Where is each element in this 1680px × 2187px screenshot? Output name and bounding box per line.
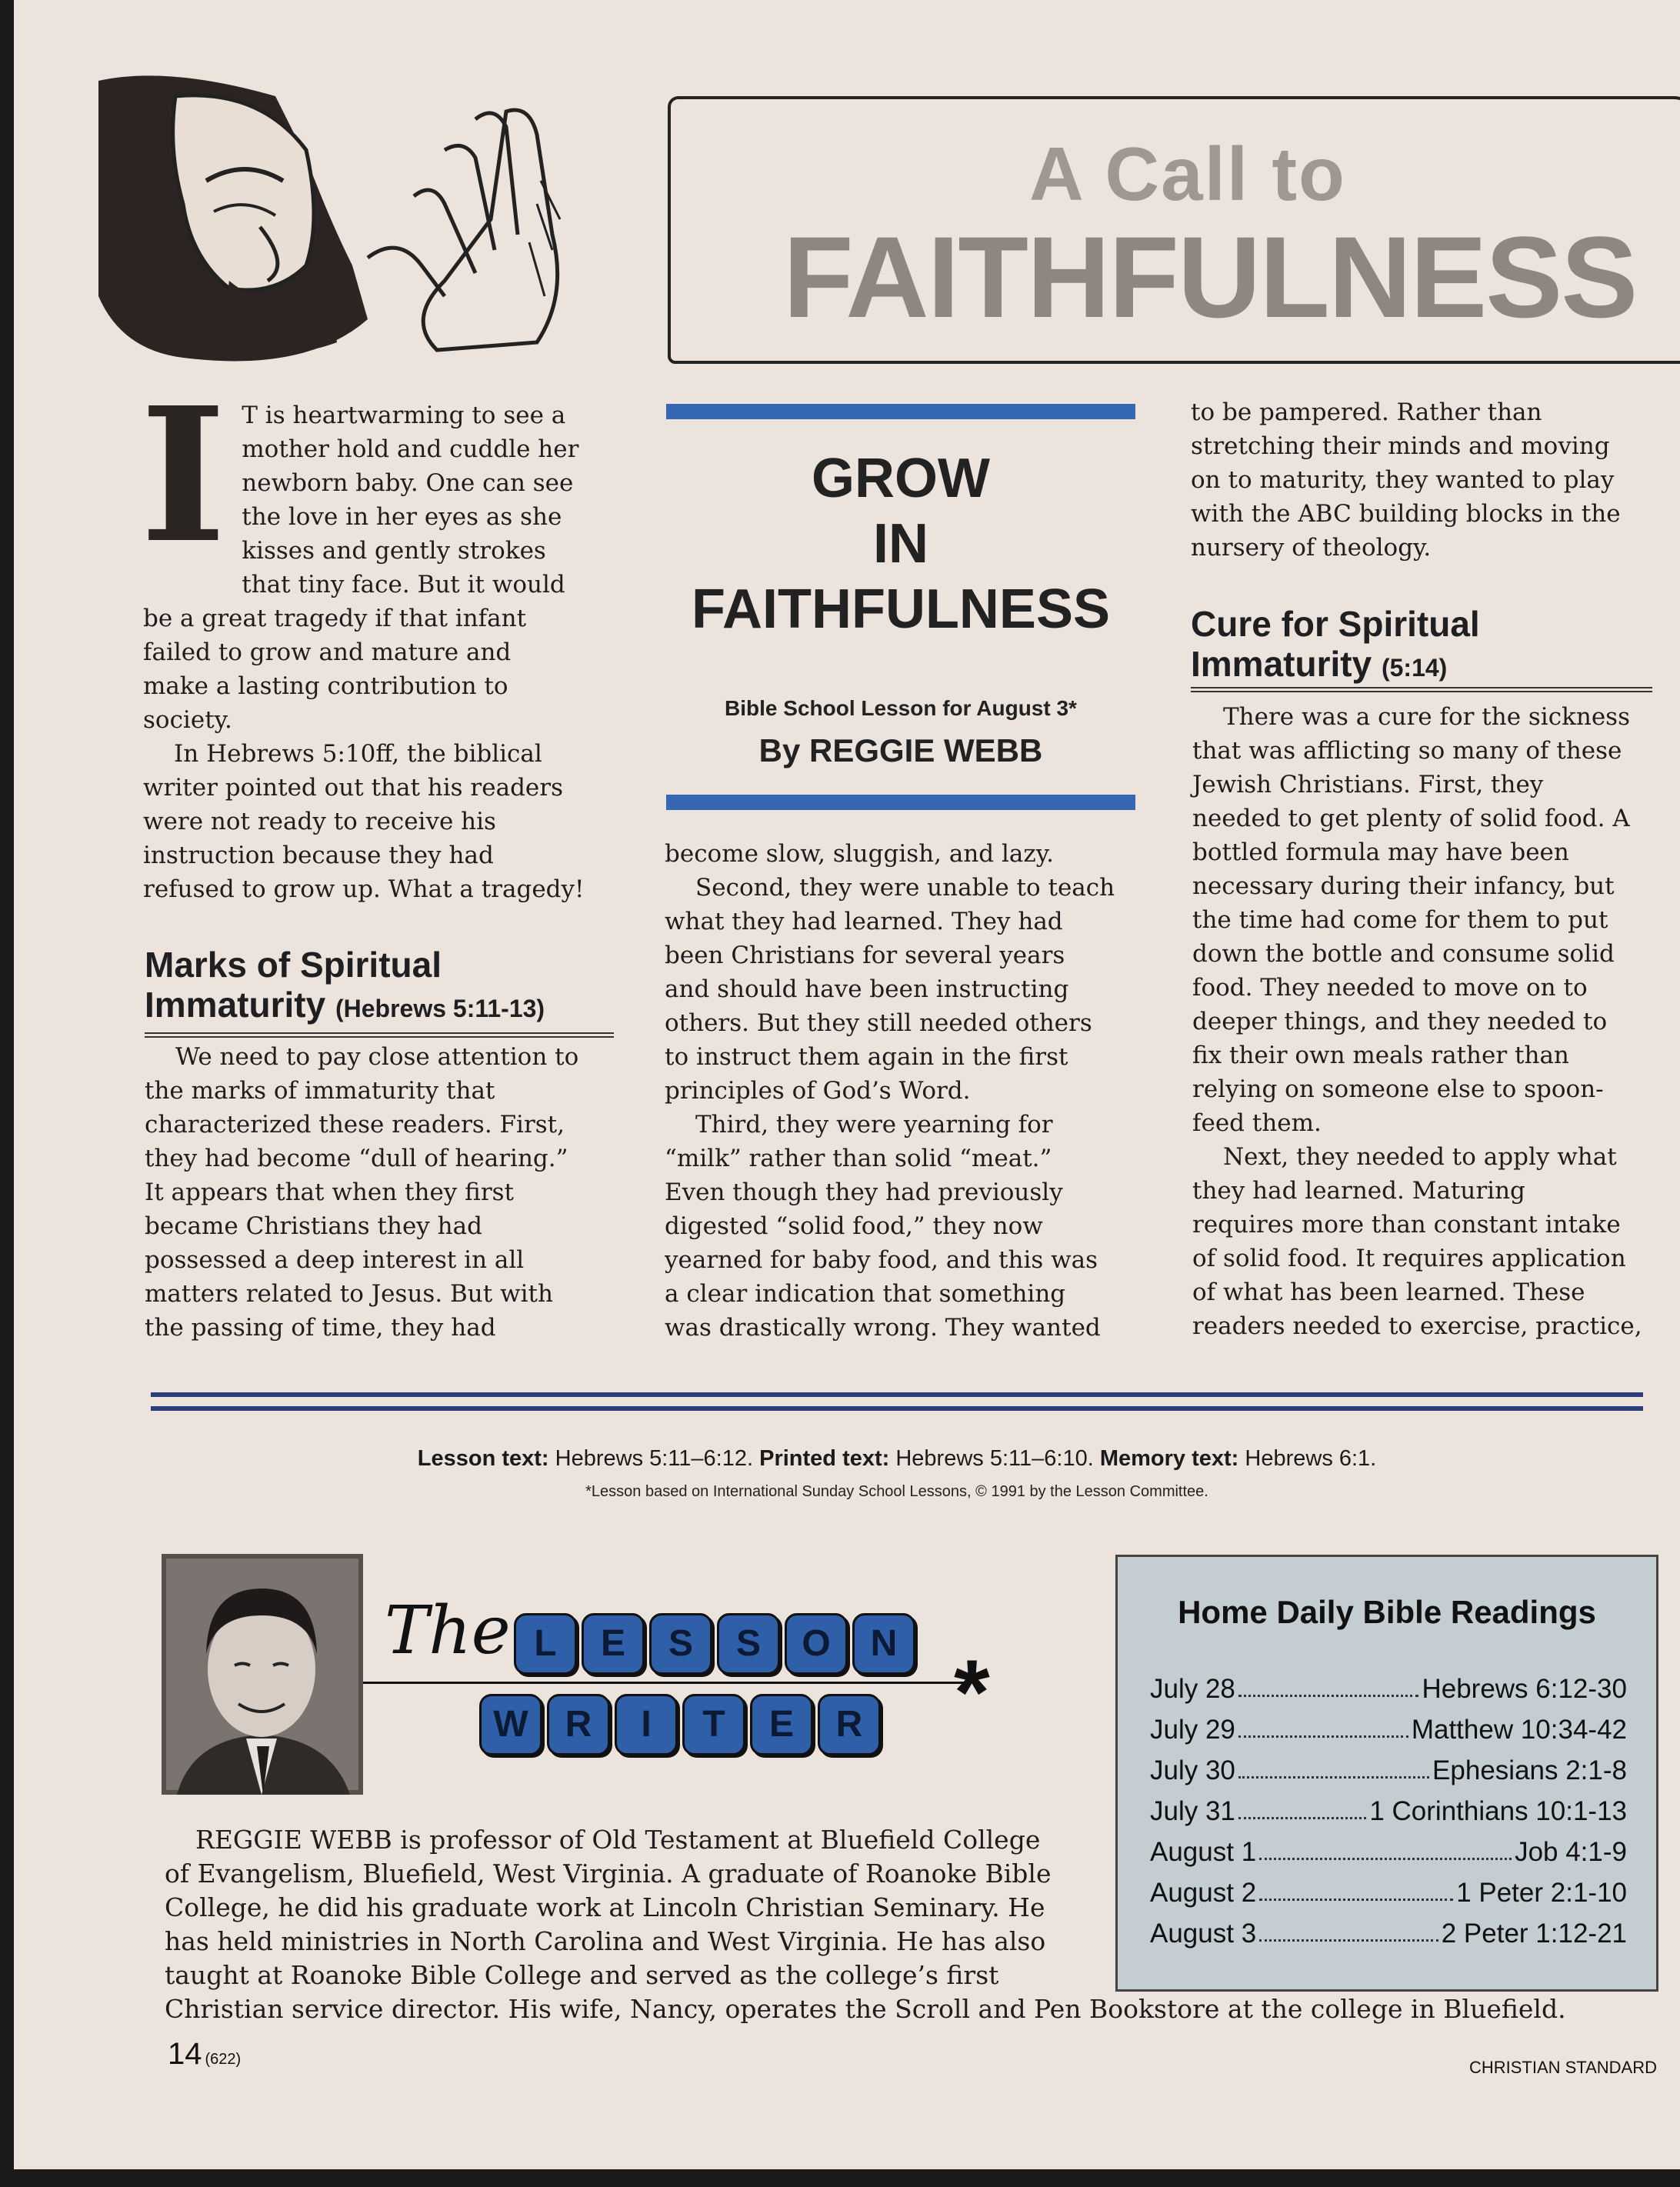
column-2: become slow, sluggish, and lazy. Second, they were unable to teach what they had learned. They had been Christians for several years and should have been instructing others. But they still needed others to instruct them again in the first principles of God’s Word. Third, they were yearning for “milk” rather than solid “meat.” Even though they had previously digested “solid food,” they now yearned for baby food, and this was a clear indication that something was drastically wrong. They wanted: [665, 840, 1115, 1342]
reading-row: August 2 1 Peter 2:1-10: [1150, 1878, 1627, 1908]
reading-row: July 28 Hebrews 6:12-30: [1150, 1674, 1627, 1704]
reading-row: August 1 Job 4:1-9: [1150, 1837, 1627, 1867]
divider-rule: [151, 1406, 1643, 1411]
second-paragraph: In Hebrews 5:10ff, the biblical writer pointed out that his readers were not ready to receive his instruction because they had refused to grow up. What a tragedy!: [143, 740, 585, 903]
section-rule: [1191, 687, 1652, 692]
lesson-word-keys: L E S S O N: [514, 1613, 920, 1675]
reading-row: August 3 2 Peter 1:12-21: [1150, 1919, 1627, 1949]
title-bottom-bar: [666, 795, 1135, 810]
daily-readings-box: [1115, 1555, 1658, 1992]
column-3-top: to be pampered. Rather than stretching their minds and moving on to maturity, they wanted to play with the ABC building blocks in the nursery of theology.: [1191, 398, 1621, 562]
divider-rule: [151, 1392, 1643, 1397]
lesson-subtitle: Bible School Lesson for August 3*: [725, 696, 1077, 720]
lesson-text-line: Lesson text: Hebrews 5:11–6:12. Printed text: Hebrews 5:11–6:10. Memory text: Hebrews 6:1.: [417, 1446, 1377, 1471]
readings-title: Home Daily Bible Readings: [1178, 1594, 1596, 1630]
section2-text: There was a cure for the sickness that was afflicting so many of these Jewish Christians. First, they needed to get plenty of solid food. A bottled formula may have been necessary during their infancy, but the time had come for them to put down the bottle and consume solid food. They needed to move on to deeper things, and they needed to fix their own meals rather than relying on someone else to spoon- feed them. Next, they needed to apply what they had learned. Maturing requires more than constant intake of solid food. It requires application of what has been learned. These readers needed to exercise, practice,: [1192, 703, 1642, 1340]
article-title: GROW IN FAITHFULNESS: [691, 448, 1110, 640]
section1-text: We need to pay close attention to the marks of immaturity that characterized these readers. First, they had become “dull of hearing.” It appears that when they first became Christians they had possessed a deep interest in all matters related to Jesus. But with the passing of time, they had: [145, 1043, 579, 1342]
lesson-writer-line: [363, 1682, 966, 1684]
reading-row: July 31 1 Corinthians 10:1-13: [1150, 1796, 1627, 1826]
reading-row: July 30 Ephesians 2:1-8: [1150, 1755, 1627, 1785]
author-bio: REGGIE WEBB is professor of Old Testament at Bluefield College of Evangelism, Bluefield, West Virginia. A graduate of Roanoke Bible College, he did his graduate work at Lincoln Christian Seminary. He has held ministries in North Carolina and West Virginia. He has also taught at Roanoke Bible College and served as the college’s first Christian service director. His wife, Nancy, operates the Scroll and Pen Bookstore at the college in Bluefield.: [165, 1825, 1566, 2024]
page-number: 14 (622): [168, 2037, 242, 2071]
author-photo: [162, 1554, 363, 1795]
byline: By REGGIE WEBB: [758, 732, 1043, 768]
praying-man-illustration: [75, 65, 768, 373]
publication-name: CHRISTIAN STANDARD: [1468, 2058, 1657, 2077]
section-rule: [145, 1032, 614, 1038]
title-top-bar: [666, 404, 1135, 419]
banner-title-line2: FAITHFULNESS: [783, 212, 1637, 342]
section-heading-marks: Marks of Spiritual Immaturity (Hebrews 5:11-13): [145, 945, 545, 1025]
writer-word-keys: W R I T E R: [479, 1694, 885, 1755]
magazine-page: [14, 0, 1680, 2169]
asterisk-icon: *: [954, 1641, 990, 1744]
lesson-writer-the: The: [385, 1592, 511, 1669]
intro-paragraph: T is heartwarming to see a mother hold and cuddle her newborn baby. One can see the love in her eyes as she kisses and gently strokes that tiny face. But it would be a great tragedy if that infant failed to grow and mature and make a lasting contribution to society.: [143, 402, 579, 734]
column-1: [140, 367, 628, 906]
drop-cap: I: [140, 367, 227, 584]
reading-row: July 29 Matthew 10:34-42: [1150, 1715, 1627, 1745]
section-heading-cure: Cure for Spiritual Immaturity (5:14): [1191, 604, 1480, 684]
banner-title-line1: A Call to: [1029, 132, 1346, 216]
footnote: *Lesson based on International Sunday School Lessons, © 1991 by the Lesson Committee.: [585, 1483, 1208, 1500]
